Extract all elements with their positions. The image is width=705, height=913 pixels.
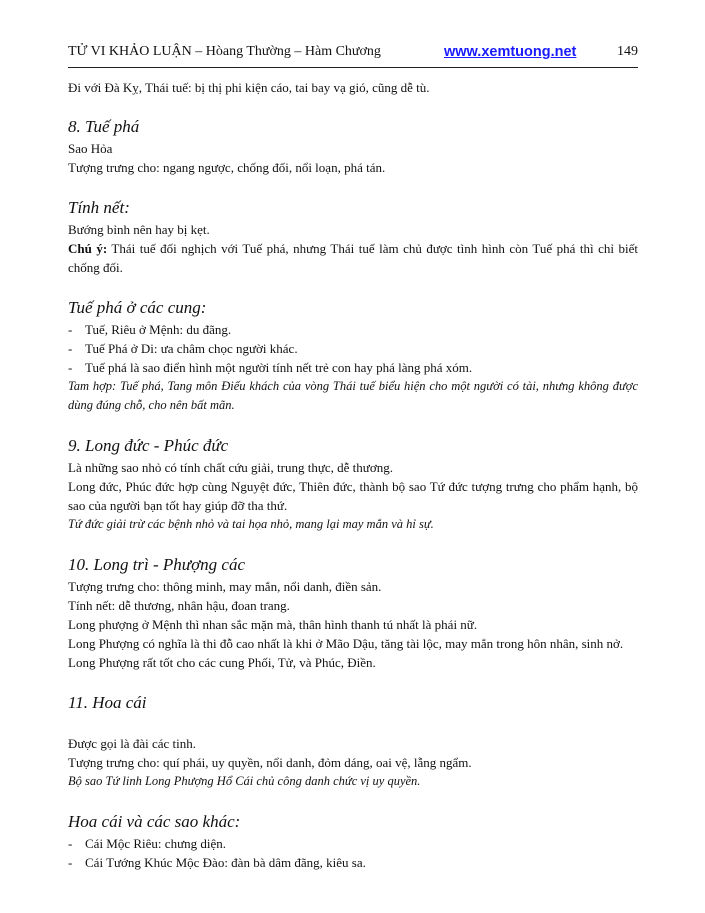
spacer [68, 715, 638, 734]
section-11-line: Được gọi là đài các tinh. [68, 736, 196, 751]
section-11-heading: 11. Hoa cái [68, 693, 147, 712]
section-10-line: Tượng trưng cho: thông minh, may mắn, nổi danh, điền sản. [68, 579, 382, 594]
list-item: - Cái Mộc Riêu: chưng diện. [68, 836, 226, 851]
section-10-line: Long Phượng rất tốt cho các cung Phối, Tử, và Phúc, Điền. [68, 655, 376, 670]
section-11-line: Tượng trưng cho: quí phái, uy quyền, nổi danh, đỏm dáng, oai vệ, lẵng ngẩm. [68, 755, 472, 770]
website-link[interactable]: www.xemtuong.net [444, 44, 577, 60]
list-item: - Cái Tướng Khúc Mộc Đào: đàn bà dâm đãng, kiêu sa. [68, 855, 366, 870]
section-10-line: Long phượng ở Mệnh thì nhan sắc mặn mà, thân hình thanh tú nhất là phái nữ. [68, 617, 478, 632]
list-item: - Tuế, Riêu ở Mệnh: du đãng. [68, 322, 232, 337]
list-item: - Tuế phá là sao điển hình một người tính nết trẻ con hay phá làng phá xóm. [68, 360, 473, 375]
tinh-net-note [68, 239, 638, 277]
header-rule [68, 67, 638, 68]
hoa-cai-list [68, 834, 638, 872]
section-8-line: Tượng trưng cho: ngang ngược, chống đối, nổi loạn, phá tán. [68, 160, 386, 175]
header-title: TỬ VI KHẢO LUẬN – Hòang Thường – Hàm Chương [68, 44, 381, 59]
section-9-line: Là những sao nhỏ có tính chất cứu giải, trung thực, dễ thương. [68, 460, 393, 475]
section-9-note: Tứ đức giải trừ các bệnh nhỏ và tai họa nhỏ, mang lại may mắn và hỉ sự. [68, 517, 434, 531]
section-8-line: Sao Hỏa [68, 141, 113, 156]
page-content [68, 78, 638, 872]
note-text: Thái tuế đối nghịch với Tuế phá, nhưng Thái tuế làm chủ được tình hình còn Tuế phá thì chỉ biết chống đối. [68, 241, 638, 275]
tinh-net-heading: Tính nết: [68, 198, 130, 217]
section-8-heading: 8. Tuế phá [68, 117, 140, 136]
note-label: Chú ý: [68, 241, 108, 256]
page-header [68, 41, 638, 63]
cung-heading: Tuế phá ở các cung: [68, 298, 207, 317]
intro-paragraph: Đi với Đà Kỵ, Thái tuế: bị thị phi kiện cáo, tai bay vạ gió, cũng dễ tù. [68, 80, 430, 95]
cung-list [68, 320, 638, 377]
list-item: - Tuế Phá ở Di: ưa châm chọc người khác. [68, 341, 298, 356]
hoa-cai-heading: Hoa cái và các sao khác: [68, 812, 241, 831]
section-10-line: Long Phượng có nghĩa là thi đỗ cao nhất là khi ở Mão Dậu, tăng tài lộc, may mắn trong hôn nhân, sinh nở. [68, 636, 624, 651]
section-10-heading: 10. Long trì - Phượng các [68, 555, 245, 574]
section-9-heading: 9. Long đức - Phúc đức [68, 436, 229, 455]
tinh-net-line: Bướng bỉnh nên hay bị kẹt. [68, 222, 210, 237]
section-10-line: Tính nết: dễ thương, nhân hậu, đoan trang. [68, 598, 290, 613]
cung-note: Tam hợp: Tuế phá, Tang môn Điếu khách của vòng Thái tuế biểu hiện cho một người có tài, nhưng không được dùng đúng chỗ, cho nên bất mãn. [68, 379, 638, 412]
page-number: 149 [617, 44, 638, 59]
section-11-note: Bộ sao Tứ linh Long Phượng Hổ Cái chủ công danh chức vị uy quyền. [68, 774, 421, 788]
section-9-line: Long đức, Phúc đức hợp cùng Nguyệt đức, Thiên đức, thành bộ sao Tứ đức tượng trưng cho phẩm hạnh, bộ sao của người bạn tốt hay giúp đỡ tha thứ. [68, 479, 638, 513]
